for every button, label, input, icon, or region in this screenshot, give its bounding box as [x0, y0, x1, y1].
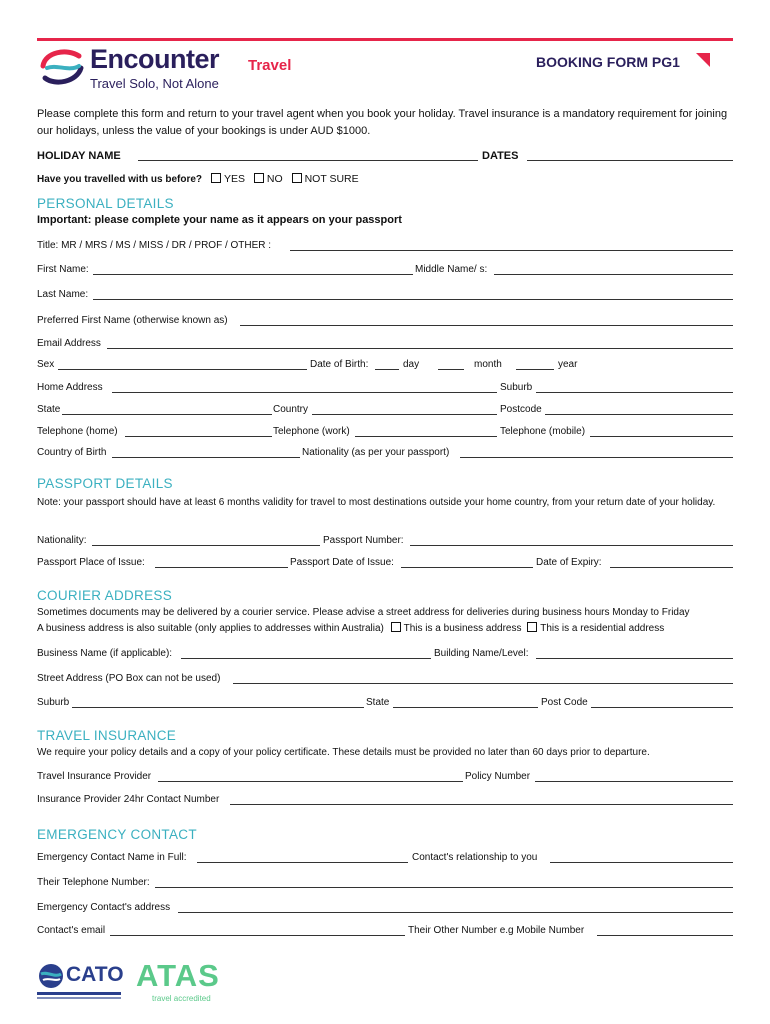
dates-field[interactable] [527, 160, 733, 161]
emergency-name-field[interactable] [197, 862, 408, 863]
email-field[interactable] [107, 348, 733, 349]
preferred-name-field[interactable] [240, 325, 733, 326]
country-label: Country [273, 404, 309, 415]
courier-suburb-label: Suburb [37, 697, 70, 708]
street-address-field[interactable] [233, 683, 733, 684]
dob-label: Date of Birth: [310, 359, 369, 370]
business-address-checkbox[interactable] [391, 622, 401, 632]
brand-suffix: Travel [248, 57, 292, 74]
dob-month-label: month [474, 359, 502, 370]
first-name-label: First Name: [37, 264, 89, 275]
cato-logo-text: CATO [66, 963, 124, 986]
passport-number-field[interactable] [410, 545, 733, 546]
street-address-label: Street Address (PO Box can not be used) [37, 673, 221, 684]
tel-home-field[interactable] [125, 436, 272, 437]
country-birth-label: Country of Birth [37, 447, 107, 458]
form-title: BOOKING FORM PG1 [536, 54, 680, 70]
home-address-field[interactable] [112, 392, 497, 393]
courier-heading: COURIER ADDRESS [37, 588, 173, 603]
passport-place-label: Passport Place of Issue: [37, 557, 145, 568]
relationship-field[interactable] [550, 862, 733, 863]
encounter-logo-icon [37, 46, 87, 88]
holiday-name-label: HOLIDAY NAME [37, 150, 121, 162]
relationship-label: Contact's relationship to you [412, 852, 538, 863]
passport-nationality-label: Nationality: [37, 535, 87, 546]
travelled-question: Have you travelled with us before? [37, 174, 203, 185]
atas-logo-text: ATAS [136, 958, 220, 993]
passport-note: Note: your passport should have at least 6 months validity for travel to most destinations outside your home country, from your return date of your holiday. [37, 497, 716, 508]
insurance-note: We require your policy details and a copy of your policy certificate. These details must be provided no later than 60 days prior to departure. [37, 747, 650, 758]
business-name-label: Business Name (if applicable): [37, 648, 173, 659]
other-number-label: Their Other Number e.g Mobile Number [408, 925, 585, 936]
nationality-label: Nationality (as per your passport) [302, 447, 450, 458]
country-field[interactable] [312, 414, 497, 415]
emergency-address-label: Emergency Contact's address [37, 902, 171, 913]
top-accent-bar [37, 38, 733, 41]
passport-issue-label: Passport Date of Issue: [290, 557, 394, 568]
passport-place-field[interactable] [155, 567, 288, 568]
dob-day-label: day [403, 359, 420, 370]
passport-nationality-field[interactable] [92, 545, 320, 546]
residential-address-checkbox[interactable] [527, 622, 537, 632]
cato-globe-icon [37, 962, 65, 990]
intro-text: Please complete this form and return to your travel agent when you book your holiday. Travel insurance is a mandatory requirement for joining our holidays, unless the value of your bookings is under AUD $1000. [37, 108, 728, 137]
yes-checkbox[interactable] [211, 173, 221, 183]
insurance-provider-label: Travel Insurance Provider [37, 771, 152, 782]
postcode-label: Postcode [500, 404, 542, 415]
dob-year-label: year [558, 359, 578, 370]
courier-note-2: A business address is also suitable (only applies to addresses within Australia) [37, 623, 384, 634]
policy-number-label: Policy Number [465, 771, 531, 782]
country-birth-field[interactable] [112, 457, 300, 458]
courier-postcode-label: Post Code [541, 697, 588, 708]
middle-name-label: Middle Name/ s: [415, 264, 488, 275]
corner-arrow-icon [696, 53, 712, 69]
tel-work-label: Telephone (work) [273, 426, 350, 437]
policy-number-field[interactable] [535, 781, 733, 782]
yes-label: YES [223, 173, 245, 185]
building-field[interactable] [536, 658, 733, 659]
courier-note-2-row [37, 622, 664, 634]
preferred-name-label: Preferred First Name (otherwise known as) [37, 315, 228, 326]
travelled-before-row [37, 173, 359, 185]
tel-mobile-label: Telephone (mobile) [500, 426, 586, 437]
sex-label: Sex [37, 359, 55, 370]
dob-day-field[interactable] [375, 369, 399, 370]
business-address-label: This is a business address [403, 623, 522, 634]
not-sure-checkbox[interactable] [292, 173, 302, 183]
important-note: Important: please complete your name as it appears on your passport [37, 214, 402, 226]
cato-underline-2 [37, 997, 121, 999]
cato-underline [37, 992, 121, 995]
emergency-email-field[interactable] [110, 935, 405, 936]
no-label: NO [266, 173, 283, 185]
dob-year-field[interactable] [516, 369, 554, 370]
building-label: Building Name/Level: [434, 648, 529, 659]
last-name-field[interactable] [93, 299, 733, 300]
emergency-name-label: Emergency Contact Name in Full: [37, 852, 187, 863]
title-field[interactable] [290, 250, 733, 251]
dob-month-field[interactable] [438, 369, 464, 370]
emergency-heading: EMERGENCY CONTACT [37, 827, 197, 842]
last-name-label: Last Name: [37, 289, 89, 300]
state-label: State [37, 404, 61, 415]
passport-number-label: Passport Number: [323, 535, 404, 546]
atas-subtext: travel accredited [152, 994, 211, 1003]
insurance-contact-field[interactable] [230, 804, 733, 805]
tel-mobile-field[interactable] [590, 436, 733, 437]
courier-postcode-field[interactable] [591, 707, 733, 708]
state-field[interactable] [62, 414, 272, 415]
emergency-telephone-label: Their Telephone Number: [37, 877, 150, 888]
emergency-telephone-field[interactable] [155, 887, 733, 888]
suburb-field[interactable] [536, 392, 733, 393]
first-name-field[interactable] [93, 274, 413, 275]
passport-expiry-field[interactable] [610, 567, 733, 568]
holiday-name-field[interactable] [138, 160, 478, 161]
insurance-heading: TRAVEL INSURANCE [37, 728, 177, 743]
passport-expiry-label: Date of Expiry: [536, 557, 602, 568]
emergency-email-label: Contact's email [37, 925, 106, 936]
tel-work-field[interactable] [355, 436, 497, 437]
middle-name-field[interactable] [494, 274, 733, 275]
other-number-field[interactable] [597, 935, 733, 936]
personal-details-heading: PERSONAL DETAILS [37, 196, 174, 211]
tel-home-label: Telephone (home) [37, 426, 118, 437]
dates-label: DATES [482, 150, 519, 162]
home-address-label: Home Address [37, 382, 103, 393]
courier-note-1: Sometimes documents may be delivered by a courier service. Please advise a street address for deliveries during business hours Monday to Friday [37, 607, 690, 618]
residential-address-label: This is a residential address [540, 623, 665, 634]
postcode-field[interactable] [545, 414, 733, 415]
brand-name: Encounter [90, 44, 220, 74]
suburb-label: Suburb [500, 382, 533, 393]
passport-heading: PASSPORT DETAILS [37, 476, 173, 491]
insurance-provider-field[interactable] [158, 781, 463, 782]
no-checkbox[interactable] [254, 173, 264, 183]
courier-state-field[interactable] [393, 707, 538, 708]
sex-field[interactable] [58, 369, 307, 370]
courier-state-label: State [366, 697, 390, 708]
brand-tagline: Travel Solo, Not Alone [90, 76, 219, 91]
emergency-address-field[interactable] [178, 912, 733, 913]
title-label: Title: MR / MRS / MS / MISS / DR / PROF / OTHER : [37, 240, 272, 251]
courier-suburb-field[interactable] [72, 707, 364, 708]
passport-issue-field[interactable] [401, 567, 533, 568]
not-sure-label: NOT SURE [304, 173, 359, 185]
email-label: Email Address [37, 338, 101, 349]
nationality-field[interactable] [460, 457, 733, 458]
business-name-field[interactable] [181, 658, 431, 659]
insurance-contact-label: Insurance Provider 24hr Contact Number [37, 794, 220, 805]
